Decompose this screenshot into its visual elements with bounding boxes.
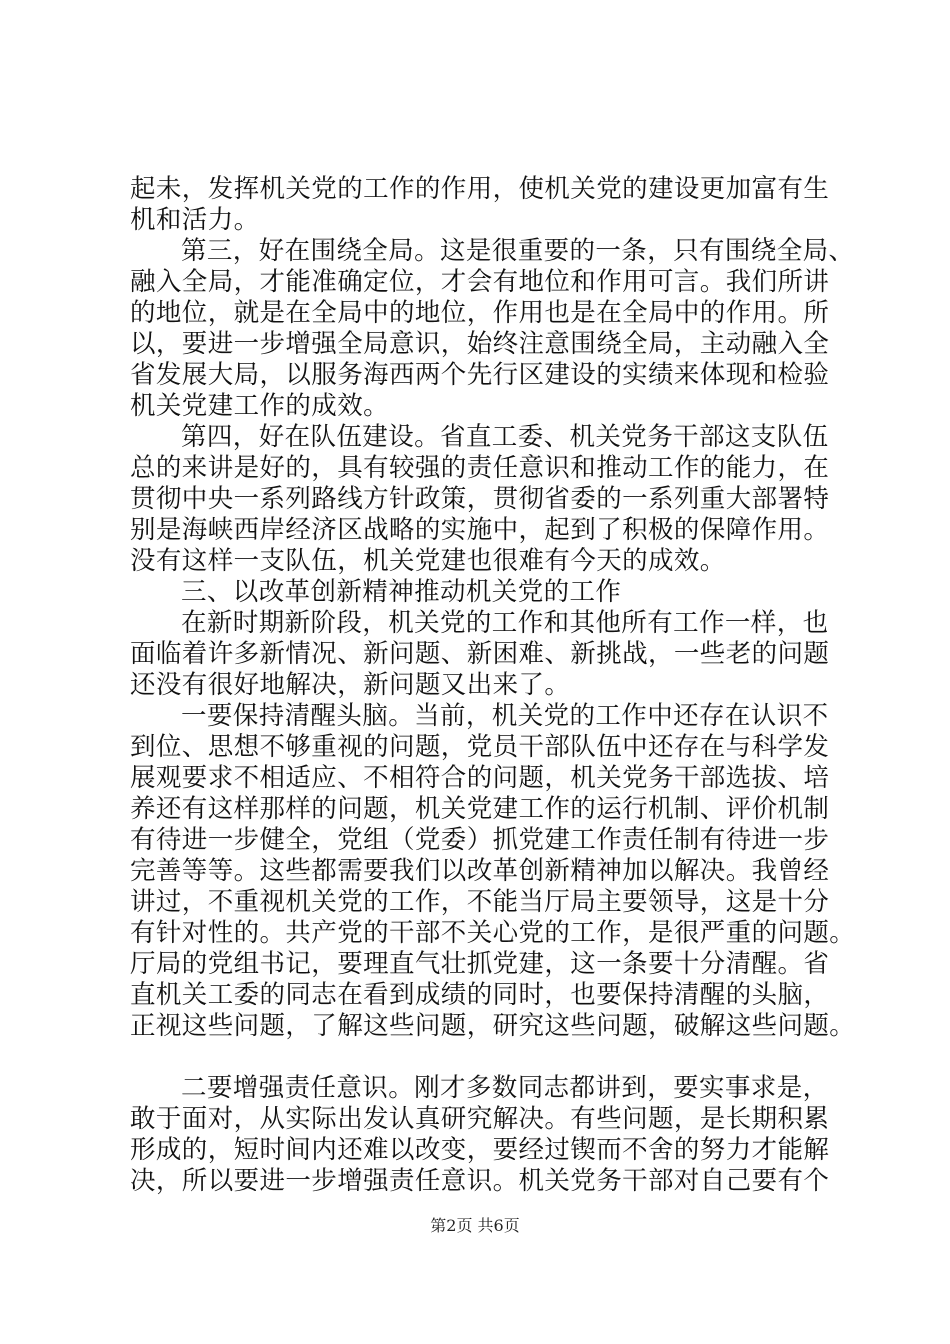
paragraph-start-line: 第三，好在围绕全局。这是很重要的一条，只有围绕全局、 bbox=[181, 236, 855, 266]
paragraph-start-line: 二要增强责任意识。刚才多数同志都讲到，要实事求是， bbox=[181, 1073, 829, 1103]
section-heading: 三、以改革创新精神推动机关党的工作 bbox=[181, 577, 622, 607]
text-line: 直机关工委的同志在看到成绩的同时，也要保持清醒的头脑， bbox=[130, 980, 830, 1010]
text-line: 还没有很好地解决，新问题又出来了。 bbox=[130, 670, 571, 700]
text-line: 机关党建工作的成效。 bbox=[130, 391, 390, 421]
paragraph-start-line: 第四，好在队伍建设。省直工委、机关党务干部这支队伍 bbox=[181, 422, 829, 452]
text-line: 起未，发挥机关党的工作的作用，使机关党的建设更加富有生 bbox=[130, 174, 830, 204]
text-line: 有待进一步健全，党组（党委）抓党建工作责任制有待进一步 bbox=[130, 825, 830, 855]
text-line: 贯彻中央一系列路线方针政策，贯彻省委的一系列重大部署特 bbox=[130, 484, 830, 514]
text-line: 的地位，就是在全局中的地位，作用也是在全局中的作用。所 bbox=[130, 298, 830, 328]
page-number-footer: 第2页 共6页 bbox=[430, 1216, 520, 1235]
text-line: 机和活力。 bbox=[130, 205, 260, 235]
text-line: 别是海峡西岸经济区战略的实施中，起到了积极的保障作用。 bbox=[130, 515, 830, 545]
paragraph-start-line: 在新时期新阶段，机关党的工作和其他所有工作一样，也 bbox=[181, 608, 829, 638]
text-line: 敢于面对，从实际出发认真研究解决。有些问题，是长期积累 bbox=[130, 1104, 830, 1134]
text-line: 决，所以要进一步增强责任意识。机关党务干部对自己要有个 bbox=[130, 1166, 830, 1196]
text-line: 厅局的党组书记，要理直气壮抓党建，这一条要十分清醒。省 bbox=[130, 949, 830, 979]
text-line: 有针对性的。共产党的干部不关心党的工作，是很严重的问题。 bbox=[130, 918, 856, 948]
paragraph-gap bbox=[130, 1042, 830, 1073]
text-line: 展观要求不相适应、不相符合的问题，机关党务干部选拔、培 bbox=[130, 763, 830, 793]
text-line: 讲过，不重视机关党的工作，不能当厅局主要领导，这是十分 bbox=[130, 887, 830, 917]
text-line: 形成的，短时间内还难以改变，要经过锲而不舍的努力才能解 bbox=[130, 1135, 830, 1165]
text-line: 没有这样一支队伍，机关党建也很难有今天的成效。 bbox=[130, 546, 726, 576]
text-line: 总的来讲是好的，具有较强的责任意识和推动工作的能力，在 bbox=[130, 453, 830, 483]
text-line: 以，要进一步增强全局意识，始终注意围绕全局，主动融入全 bbox=[130, 329, 830, 359]
text-line: 融入全局，才能准确定位，才会有地位和作用可言。我们所讲 bbox=[130, 267, 830, 297]
text-line: 养还有这样那样的问题，机关党建工作的运行机制、评价机制 bbox=[130, 794, 830, 824]
text-line: 省发展大局，以服务海西两个先行区建设的实绩来体现和检验 bbox=[130, 360, 830, 390]
text-line: 完善等等。这些都需要我们以改革创新精神加以解决。我曾经 bbox=[130, 856, 830, 886]
text-line: 到位、思想不够重视的问题，党员干部队伍中还存在与科学发 bbox=[130, 732, 830, 762]
text-line: 正视这些问题，了解这些问题，研究这些问题，破解这些问题。 bbox=[130, 1011, 856, 1041]
document-body bbox=[130, 174, 856, 1197]
paragraph-start-line: 一要保持清醒头脑。当前，机关党的工作中还存在认识不 bbox=[181, 701, 829, 731]
text-line: 面临着许多新情况、新问题、新困难、新挑战，一些老的问题 bbox=[130, 639, 830, 669]
